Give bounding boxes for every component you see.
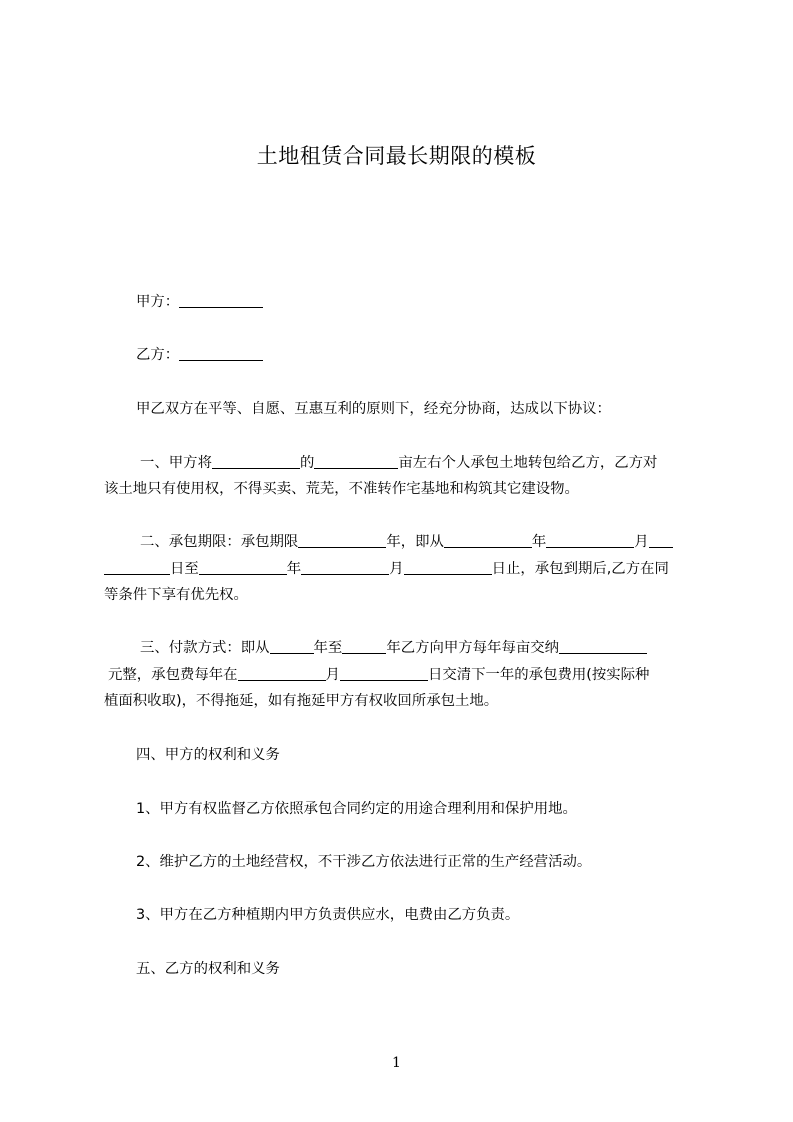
clause-3-text-d: 元整，承包费每年在 xyxy=(108,667,238,683)
clause-2-text-e: 日至 xyxy=(170,561,199,577)
clause-3-text-f: 日交清下一年的承包费用(按实际种 xyxy=(427,667,650,683)
intro-paragraph: 甲乙双方在平等、自愿、互惠互利的原则下，经充分协商，达成以下协议： xyxy=(136,401,611,417)
clause-1-text-a: 一、甲方将 xyxy=(140,455,212,471)
clause-1-blank-2 xyxy=(314,454,398,469)
clause-3-line-2 xyxy=(108,665,708,685)
clause-1-text-b: 的 xyxy=(299,455,315,471)
clause-3-blank-5 xyxy=(340,666,428,681)
clause-2-line-1 xyxy=(140,532,740,552)
clause-3-text-e: 月 xyxy=(325,667,340,683)
party-a-label: 甲方： xyxy=(136,294,180,310)
section-4-heading: 四、甲方的权利和义务 xyxy=(136,747,280,763)
clause-3-blank-4 xyxy=(238,666,326,681)
clause-2-text-d: 月 xyxy=(634,534,649,550)
clause-2-line-3: 等条件下享有优先权。 xyxy=(104,587,248,603)
clause-2-text-f: 年 xyxy=(286,561,302,577)
clause-2-blank-4 xyxy=(649,533,673,548)
clause-1-blank-1 xyxy=(212,454,300,469)
clause-3-blank-1 xyxy=(270,639,314,654)
section-4-item-1: 1、甲方有权监督乙方依照承包合同约定的用途合理利用和保护用地。 xyxy=(136,801,577,817)
clause-2-text-h: 日止，承包到期后,乙方在同 xyxy=(491,561,669,577)
document-title: 土地租赁合同最长期限的模板 xyxy=(256,144,537,168)
clause-3-line-3: 植面积收取)，不得拖延，如有拖延甲方有权收回所承包土地。 xyxy=(104,693,499,709)
party-a-line xyxy=(136,292,736,312)
clause-1-text-c: 亩左右个人承包土地转包给乙方，乙方对 xyxy=(398,455,658,471)
clause-2-blank-7 xyxy=(301,560,389,575)
clause-2-text-c: 年 xyxy=(531,534,547,550)
section-4-item-2: 2、维护乙方的土地经营权，不干涉乙方依法进行正常的生产经营活动。 xyxy=(136,854,592,870)
party-b-blank xyxy=(179,346,263,361)
clause-3-text-a: 三、付款方式：即从 xyxy=(140,640,270,656)
clause-2-text-b: 年，即从 xyxy=(386,534,444,550)
clause-3-blank-2 xyxy=(342,639,386,654)
clause-2-blank-1 xyxy=(298,533,386,548)
clause-2-text-g: 月 xyxy=(389,561,404,577)
section-5-heading: 五、乙方的权利和义务 xyxy=(136,961,280,977)
clause-2-blank-3 xyxy=(546,533,634,548)
party-b-line xyxy=(136,345,736,365)
section-4-item-3: 3、甲方在乙方种植期内甲方负责供应水，电费由乙方负责。 xyxy=(136,907,520,923)
clause-2-blank-2 xyxy=(444,533,532,548)
page-number: 1 xyxy=(392,1055,401,1071)
clause-2-line-2 xyxy=(104,559,704,579)
clause-3-blank-3 xyxy=(559,639,647,654)
clause-3-text-c: 年乙方向甲方每年每亩交纳 xyxy=(386,640,560,656)
clause-1-line-2: 该土地只有使用权，不得买卖、荒芜，不准转作宅基地和构筑其它建设物。 xyxy=(104,481,579,497)
party-a-blank xyxy=(179,293,263,308)
clause-2-blank-5 xyxy=(104,560,170,575)
clause-3-line-1 xyxy=(140,638,740,658)
clause-2-blank-6 xyxy=(199,560,287,575)
clause-3-text-b: 年至 xyxy=(313,640,343,656)
clause-1-line-1 xyxy=(140,453,740,473)
clause-2-text-a: 二、承包期限：承包期限 xyxy=(140,534,299,550)
party-b-label: 乙方： xyxy=(136,347,180,363)
clause-2-blank-8 xyxy=(404,560,492,575)
